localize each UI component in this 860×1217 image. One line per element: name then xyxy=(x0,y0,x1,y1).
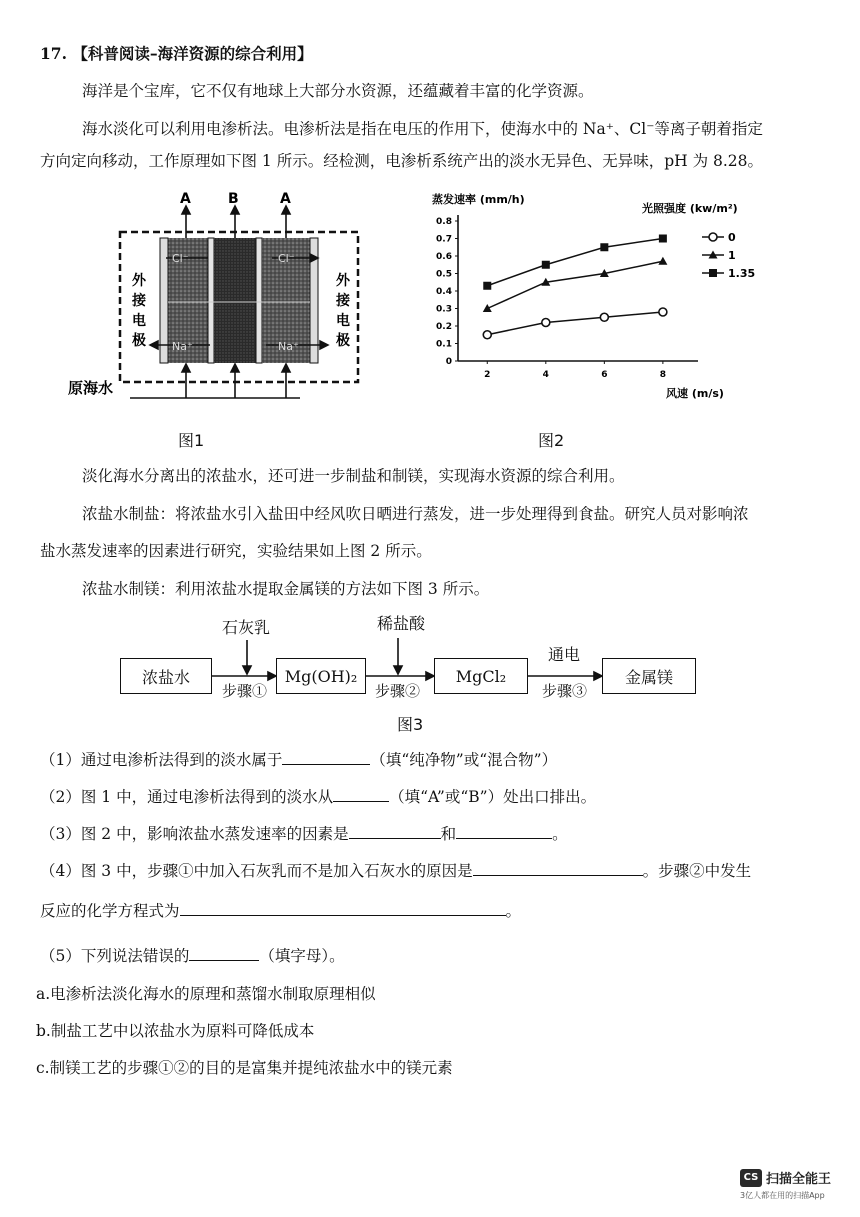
step-1-label: 步骤① xyxy=(222,682,268,700)
chart-y-tick-label: 0.8 xyxy=(436,217,452,227)
chart-y-tick-label: 0 xyxy=(445,357,452,367)
option-a: a.电渗析法淡化海水的原理和蒸馏水制取原理相似 xyxy=(36,985,376,1003)
inlet-label: 原海水 xyxy=(68,379,114,397)
chart-x-tick-label: 8 xyxy=(659,370,667,380)
chart-y-tick-label: 0.2 xyxy=(436,322,452,332)
reagent-lime-milk: 石灰乳 xyxy=(222,618,271,637)
question-3: （3）图 2 中，影响浓盐水蒸发速率的因素是 和 。 xyxy=(40,825,568,843)
legend-label: 1 xyxy=(728,249,736,262)
question-number: 17. xyxy=(40,44,67,63)
legend-label: 0 xyxy=(728,231,736,244)
figure-2-caption: 图2 xyxy=(538,431,565,450)
step-2-label: 步骤② xyxy=(375,682,421,700)
option-b: b.制盐工艺中以浓盐水为原料可降低成本 xyxy=(36,1022,315,1040)
answer-blank-q2[interactable] xyxy=(333,787,389,802)
svg-text:电: 电 xyxy=(336,313,350,329)
answer-blank-q1[interactable] xyxy=(282,750,370,765)
paragraph-5: 浓盐水制镁：利用浓盐水提取金属镁的方法如下图 3 所示。 xyxy=(82,580,490,598)
svg-text:接: 接 xyxy=(132,293,146,309)
chart-legend-title: 光照强度 (kw/m²) xyxy=(642,202,738,215)
answer-blank-q3-b[interactable] xyxy=(456,824,552,839)
chart-y-tick-label: 0.5 xyxy=(436,269,452,280)
paragraph-4-line-1: 浓盐水制盐：将浓盐水引入盐田中经风吹日晒进行蒸发，进一步处理得到食盐。研究人员对影响浓 xyxy=(82,505,749,523)
step-3-label: 步骤③ xyxy=(542,682,588,700)
question-2: （2）图 1 中，通过电渗析法得到的淡水从 （填“A”或“B”）处出口排出。 xyxy=(40,788,597,806)
svg-text:电: 电 xyxy=(132,313,146,329)
question-1: （1）通过电渗析法得到的淡水属于 （填“纯净物”或“混合物”） xyxy=(40,751,558,769)
chart-x-tick-label: 6 xyxy=(601,370,608,380)
question-4-line-2: 反应的化学方程式为 。 xyxy=(40,902,522,920)
paragraph-3: 淡化海水分离出的浓盐水，还可进一步制盐和制镁，实现海水资源的综合利用。 xyxy=(82,467,625,485)
chart-y-tick-label: 0.3 xyxy=(436,304,452,315)
paragraph-2-line-1: 海水淡化可以利用电渗析法。电渗析法是指在电压的作用下，使海水中的 Na⁺、Cl⁻等离子朝着指定 xyxy=(82,120,763,138)
scanner-watermark xyxy=(740,1168,832,1200)
box-magnesium-hydroxide: Mg(OH)₂ xyxy=(276,658,366,694)
scanner-logo-icon: CS xyxy=(740,1169,762,1187)
svg-text:极: 极 xyxy=(336,333,350,349)
answer-blank-q5[interactable] xyxy=(189,946,259,961)
ion-na-right: Na⁺ xyxy=(278,340,299,353)
answer-blank-q3-a[interactable] xyxy=(349,824,441,839)
box-metallic-magnesium: 金属镁 xyxy=(602,658,696,694)
reagent-dilute-hcl: 稀盐酸 xyxy=(377,614,426,633)
outlet-label-a-left: A xyxy=(180,191,191,207)
chart-y-tick-label: 0.7 xyxy=(436,234,452,245)
ion-cl-left: Cl⁻ xyxy=(172,252,189,265)
option-c: c.制镁工艺的步骤①②的目的是富集并提纯浓盐水中的镁元素 xyxy=(36,1059,453,1077)
ion-cl-right: Cl⁻ xyxy=(278,252,295,265)
paragraph-4-line-2: 盐水蒸发速率的因素进行研究，实验结果如上图 2 所示。 xyxy=(40,542,432,560)
scanner-app-name: 扫描全能王 xyxy=(766,1172,832,1187)
chart-y-tick-label: 0.1 xyxy=(436,339,452,350)
outlet-label-b: B xyxy=(228,191,239,207)
chart-y-tick-label: 0.4 xyxy=(436,287,452,297)
ion-na-left: Na⁺ xyxy=(172,340,193,353)
chart-x-tick-label: 4 xyxy=(542,370,549,380)
box-concentrated-brine: 浓盐水 xyxy=(120,658,212,694)
chart-x-tick-label: 2 xyxy=(484,370,491,380)
answer-blank-q4-reason[interactable] xyxy=(473,861,643,876)
reagent-electrolysis: 通电 xyxy=(548,645,581,664)
question-5: （5）下列说法错误的 （填字母）。 xyxy=(40,947,345,965)
svg-text:外: 外 xyxy=(132,273,146,289)
outlet-label-a-right: A xyxy=(280,191,291,207)
question-title: 【科普阅读–海洋资源的综合利用】 xyxy=(72,44,313,63)
figure-3-caption: 图3 xyxy=(397,715,424,734)
svg-text:接: 接 xyxy=(336,293,350,309)
figure-1-caption: 图1 xyxy=(178,431,205,450)
paragraph-1: 海洋是个宝库，它不仅有地球上大部分水资源，还蕴藏着丰富的化学资源。 xyxy=(82,82,594,100)
scanner-tagline: 3亿人都在用的扫描App xyxy=(740,1191,825,1200)
legend-label: 1.35 xyxy=(728,267,756,280)
paragraph-2-line-2: 方向定向移动，工作原理如下图 1 所示。经检测，电渗析系统产出的淡水无异色、无异味，pH 为 8.28。 xyxy=(40,152,764,170)
chart-xlabel: 风速 (m/s) xyxy=(666,387,724,400)
svg-text:外: 外 xyxy=(336,273,350,289)
chart-y-tick-label: 0.6 xyxy=(436,252,452,262)
box-magnesium-chloride: MgCl₂ xyxy=(434,658,528,694)
question-4-line-1: （4）图 3 中，步骤①中加入石灰乳而不是加入石灰水的原因是 。步骤②中发生 xyxy=(40,862,752,880)
answer-blank-q4-equation[interactable] xyxy=(180,901,506,916)
svg-text:极: 极 xyxy=(132,333,146,349)
chart-ylabel: 蒸发速率 (mm/h) xyxy=(432,193,525,206)
